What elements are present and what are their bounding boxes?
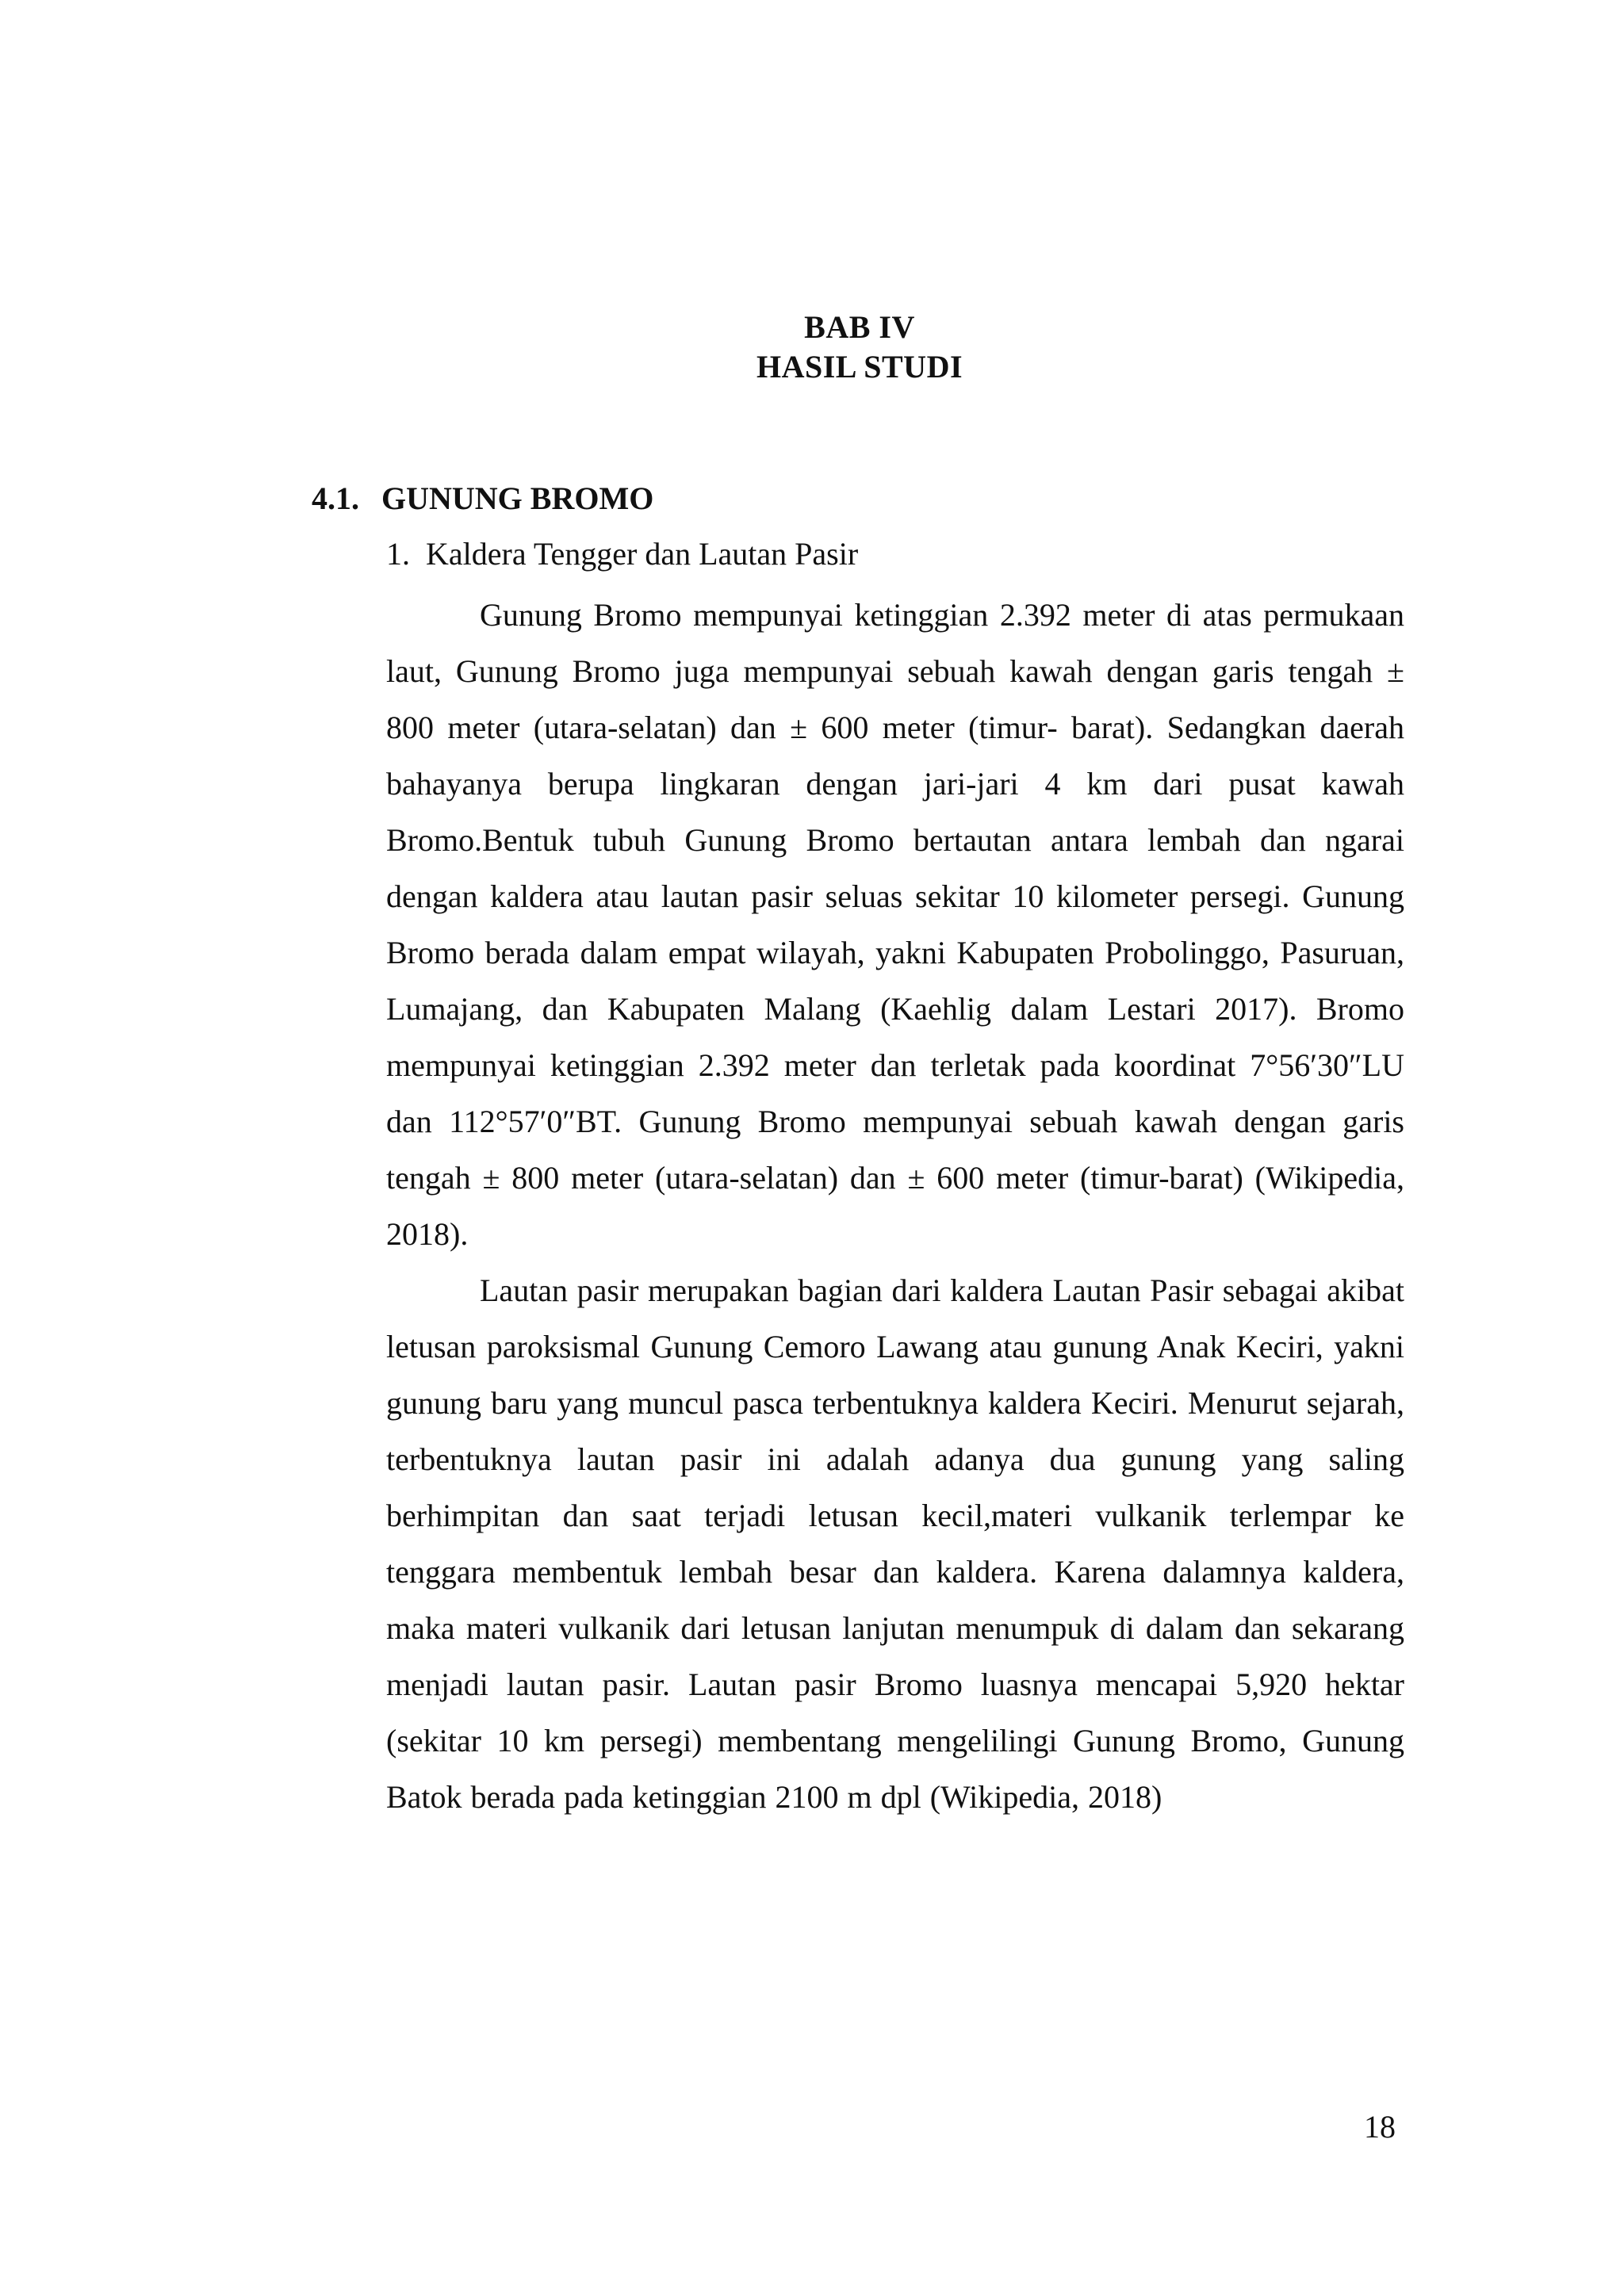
paragraph-1: Gunung Bromo mempunyai ketinggian 2.392 meter di atas permukaan laut, Gunung Bromo juga mempunyai sebuah kawah dengan garis tengah ± 800 meter (utara-selatan) dan ± 600 meter (timur- barat). Sedangkan daerah bahayanya berupa lingkaran dengan jari-jari 4 km dari pusat kawah Bromo.Bentuk tubuh Gunung Bromo bertautan antara lembah dan ngarai dengan kaldera atau lautan pasir seluas sekitar 10 kilometer persegi. Gunung Bromo berada dalam empat wilayah, yakni Kabupaten Probolinggo, Pasuruan, Lumajang, dan Kabupaten Malang (Kaehlig dalam Lestari 2017). Bromo mempunyai ketinggian 2.392 meter dan terletak pada koordinat 7°56′30″LU dan 112°57′0″BT. Gunung Bromo mempunyai sebuah kawah dengan garis tengah ± 800 meter (utara-selatan) dan ± 600 meter (timur-barat) (Wikipedia, 2018). xyxy=(386,597,1404,1252)
subsection-number: 1. xyxy=(386,536,410,572)
chapter-title: HASIL STUDI xyxy=(756,349,963,385)
chapter-label: BAB IV xyxy=(804,309,915,345)
section-heading xyxy=(312,479,653,519)
paragraph-2: Lautan pasir merupakan bagian dari kaldera Lautan Pasir sebagai akibat letusan paroksismal Gunung Cemoro Lawang atau gunung Anak Keciri, yakni gunung baru yang muncul pasca terbentuknya kaldera Keciri. Menurut sejarah, terbentuknya lautan pasir ini adalah adanya dua gunung yang saling berhimpitan dan saat terjadi letusan kecil,materi vulkanik terlempar ke tenggara membentuk lembah besar dan kaldera. Karena dalamnya kaldera, maka materi vulkanik dari letusan lanjutan menumpuk di dalam dan sekarang menjadi lautan pasir. Lautan pasir Bromo luasnya mencapai 5,920 hektar (sekitar 10 km persegi) membentang mengelilingi Gunung Bromo, Gunung Batok berada pada ketinggian 2100 m dpl (Wikipedia, 2018) xyxy=(386,1272,1404,1815)
body-text xyxy=(386,587,1404,1825)
section-title: GUNUNG BROMO xyxy=(381,480,654,516)
chapter-heading xyxy=(0,308,1624,387)
section-number: 4.1. xyxy=(312,480,359,516)
subsection-heading xyxy=(386,534,858,574)
page-number: 18 xyxy=(1364,2109,1396,2145)
subsection-title: Kaldera Tengger dan Lautan Pasir xyxy=(426,536,859,572)
